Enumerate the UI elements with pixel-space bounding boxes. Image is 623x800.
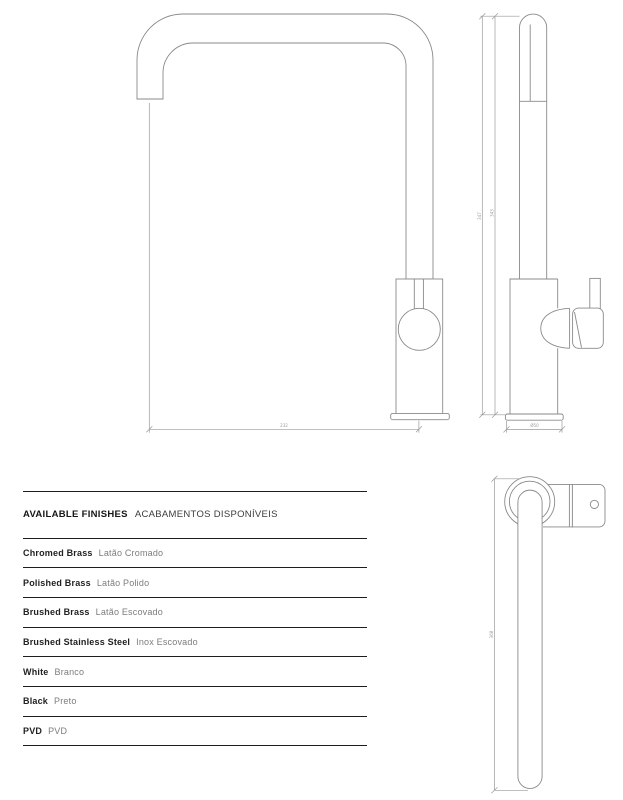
finish-name-en: Brushed Stainless Steel [23,636,131,647]
finish-row-brushed-stainless-steel [23,628,367,658]
front-view-drawing [137,14,449,433]
front-handle-circle [398,308,440,350]
front-base-flange [391,413,450,419]
finish-name-pt: Latão Polido [96,577,150,588]
side-view-drawing [477,13,604,432]
finishes-table [23,491,367,746]
finish-row-polished-brass [23,568,367,598]
front-width-dimension [146,103,422,433]
finish-row-white [23,657,367,687]
finish-row-black [23,687,367,717]
side-height-dimension-label-b: 343 [489,209,495,217]
top-handle-hole [590,500,598,508]
side-lever-stick [590,278,601,308]
finish-name-pt: Latão Cromado [98,547,164,558]
side-handle-hub [573,308,604,348]
finish-row-brushed-brass [23,598,367,628]
finish-name-en: Brushed Brass [23,607,90,618]
front-width-dimension-label: 232 [280,423,288,428]
finishes-header-pt: ACABAMENTOS DISPONÍVEIS [134,509,278,521]
finish-name-en: Chromed Brass [23,547,93,558]
top-handle-hub [572,484,605,527]
side-height-dimension-label-a: 347 [476,212,482,220]
side-body-fill [510,279,558,414]
finish-name-en: White [23,666,49,677]
side-base-flange [505,414,563,420]
finish-name-pt: Inox Escovado [136,636,198,647]
finish-name-en: Black [23,696,49,707]
finish-name-en: PVD [23,725,43,736]
finish-name-en: Polished Brass [23,577,91,588]
finishes-header-en: AVAILABLE FINISHES [23,509,128,521]
top-length-dimension-label: 368 [488,630,494,639]
finish-row-pvd [23,717,367,747]
side-base-dimension-label: Ø50 [530,423,539,428]
finish-name-pt: Branco [54,666,85,677]
finish-row-chromed-brass [23,539,367,569]
top-spout-capsule [518,490,542,788]
side-spout-tube [520,14,547,279]
top-view-drawing [489,476,605,794]
finish-name-pt: Preto [54,696,77,707]
front-spout-tube [137,14,433,279]
finish-name-pt: PVD [48,725,68,736]
finish-name-pt: Latão Escovado [95,607,163,618]
finishes-table-header [23,492,367,539]
